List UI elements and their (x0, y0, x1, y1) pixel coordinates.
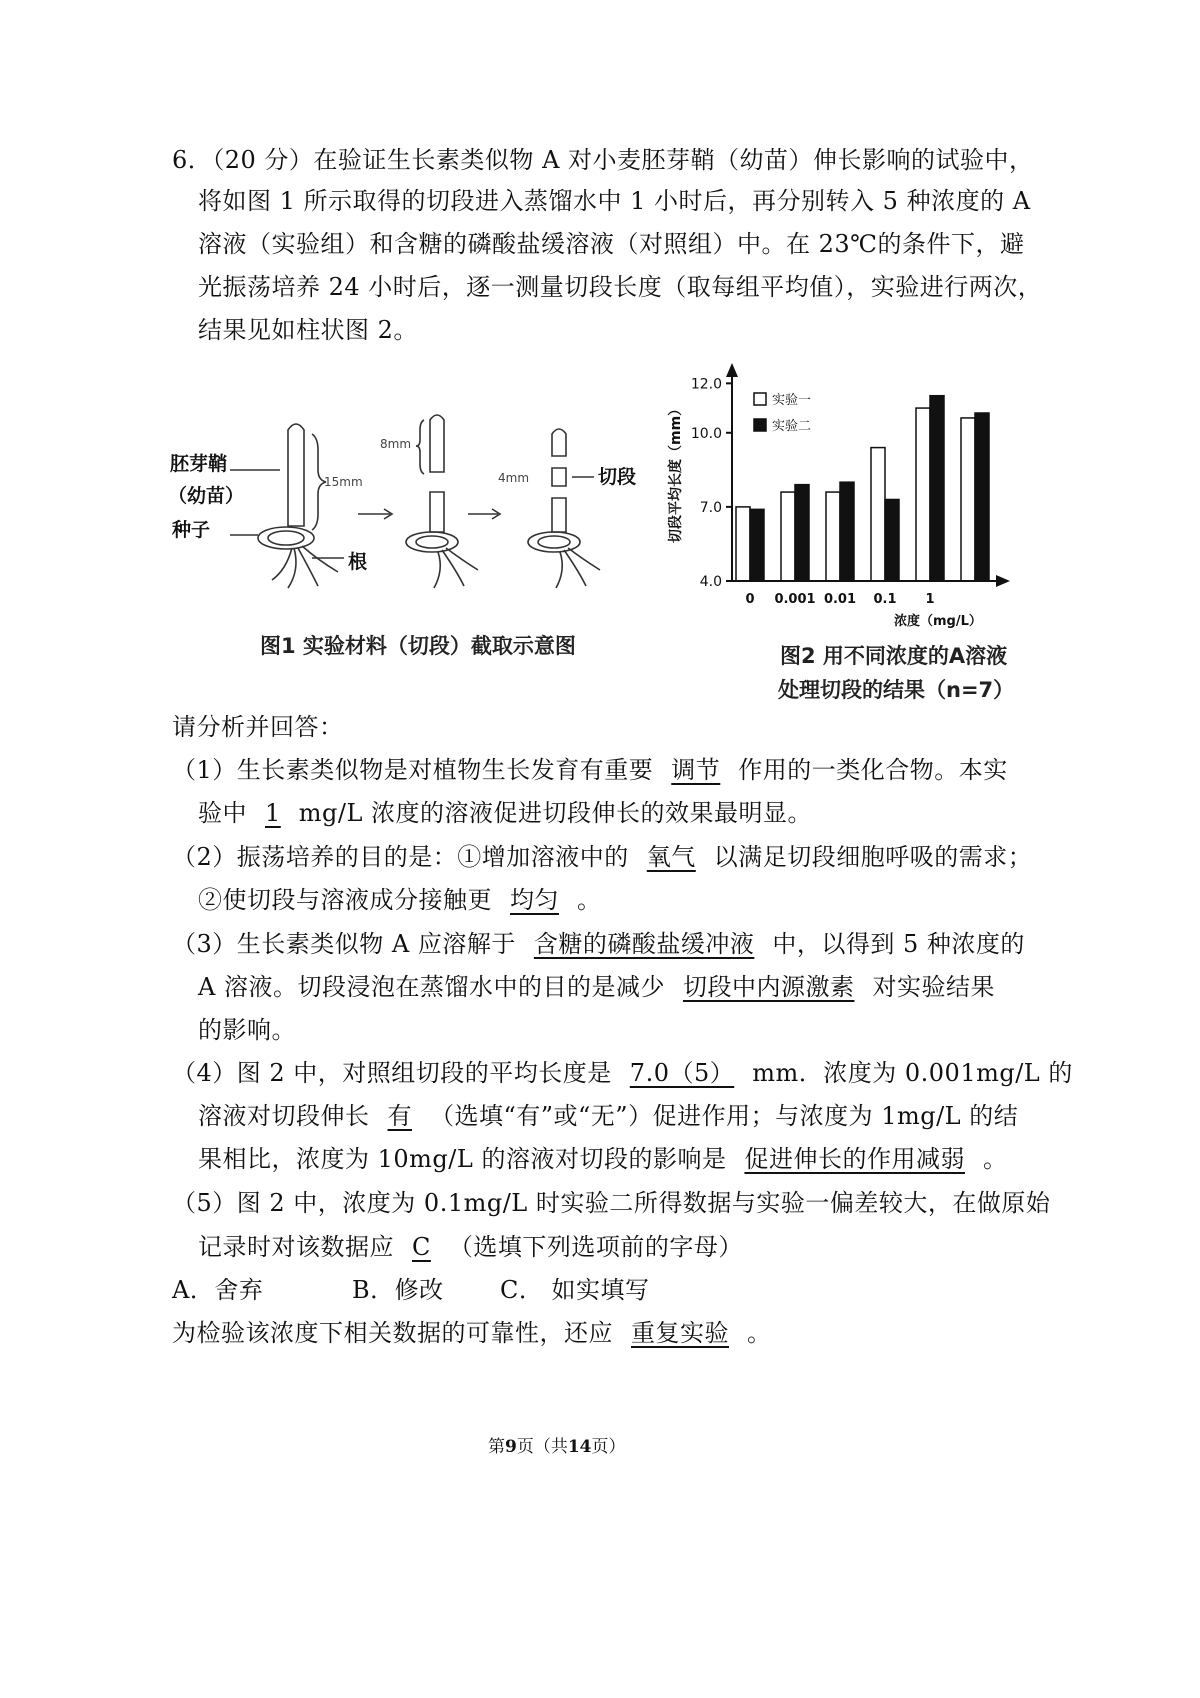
q5-text-b: 记录时对该数据应 (198, 1233, 394, 1261)
q4-text-b: mm．浓度为 0.001mg/L 的 (752, 1059, 1073, 1087)
q2-line-1 (172, 842, 1032, 872)
q2-text-d: 。 (577, 886, 602, 914)
bar-series-2-cat-2 (840, 482, 854, 581)
figure-1-label-seed: 种子 (172, 519, 211, 541)
figure-1-label-4mm: 4mm (498, 471, 530, 485)
question-line-1: 6．（20 分）在验证生长素类似物 A 对小麦胚芽鞘（幼苗）伸长影响的试验中， (172, 146, 1034, 174)
q5-text-e: 。 (747, 1319, 772, 1347)
footer-page-number: 9 (505, 1437, 517, 1457)
q4-answer-2: 有 (387, 1102, 412, 1130)
x-tick-label: 0.001 (774, 592, 816, 607)
q5-text-d: 为检验该浓度下相关数据的可靠性，还应 (172, 1319, 613, 1347)
q5-answer-1: C (412, 1233, 431, 1261)
q1-text-d: mg/L 浓度的溶液促进切段伸长的效果最明显。 (298, 799, 813, 827)
bar-series-2-cat-4 (930, 396, 944, 581)
question-line-4: 光振荡培养 24 小时后，逐一测量切段长度（取每组平均值），实验进行两次， (198, 273, 1043, 301)
bar-series-2-cat-1 (795, 485, 809, 581)
q1-answer-1: 调节 (671, 756, 721, 784)
q1-text-c: 验中 (198, 799, 247, 827)
bar-series-1-cat-5 (961, 418, 975, 581)
q3-text-b: 中，以得到 5 种浓度的 (772, 930, 1025, 958)
bar-series-1-cat-4 (916, 408, 930, 581)
q3-text-c: A 溶液。切段浸泡在蒸馏水中的目的是减少 (198, 973, 665, 1001)
q1-line-1 (172, 755, 1008, 785)
chart-legend (754, 393, 811, 434)
bar-series-1-cat-0 (736, 507, 750, 581)
bar-series-2-cat-3 (885, 499, 899, 581)
page-footer (488, 1432, 626, 1457)
legend-swatch-series-1 (754, 393, 766, 405)
q5-line-3 (172, 1318, 772, 1348)
chart-y-axis-title: 切段平均长度（mm） (668, 401, 684, 543)
x-tick-label: 1 (925, 592, 935, 607)
q4-answer-3: 促进伸长的作用减弱 (744, 1145, 965, 1173)
option-c: C． 如实填写 (500, 1276, 650, 1304)
figure-1-label-segment: 切段 (598, 466, 637, 488)
q3-text-d: 对实验结果 (872, 973, 995, 1001)
figure-2-caption-line-2: 处理切段的结果（n=7） (778, 678, 1015, 702)
q3-text-a: （3）生长素类似物 A 应溶解于 (172, 930, 516, 958)
q2-line-2 (198, 885, 602, 915)
legend-label-series-1: 实验一 (772, 393, 812, 408)
q2-text-a: （2）振荡培养的目的是：①增加溶液中的 (172, 843, 629, 871)
x-tick-label: 0.1 (873, 592, 897, 607)
figure-1-label-15mm: 15mm (324, 475, 363, 489)
figure-1-label-coleoptile: 胚芽鞘 (170, 453, 228, 475)
footer-total-pages: 14 (567, 1437, 592, 1457)
q3-line-3: 的影响。 (198, 1016, 296, 1044)
legend-swatch-series-2 (754, 419, 766, 431)
footer-prefix: 第 (488, 1437, 505, 1457)
option-b: B．修改 (352, 1276, 444, 1304)
q5-text-c: （选填下列选项前的字母） (448, 1233, 743, 1261)
q3-answer-1: 含糖的磷酸盐缓冲液 (533, 930, 755, 958)
chart-x-axis-title: 浓度（mg/L） (894, 614, 982, 629)
q4-line-3 (198, 1144, 1007, 1174)
footer-mid: 页（共 (516, 1437, 568, 1457)
figure-1-diagram (168, 410, 648, 650)
q4-text-d: （选填“有”或“无”）促进作用；与浓度为 1mg/L 的结 (430, 1102, 1019, 1130)
q2-text-b: 以满足切段细胞呼吸的需求； (713, 843, 1033, 871)
y-tick-label: 12.0 (690, 376, 722, 393)
figure-1-label-8mm: 8mm (380, 437, 412, 451)
q1-text-b: 作用的一类化合物。本实 (738, 756, 1008, 784)
q3-answer-2: 切段中内源激素 (682, 973, 855, 1001)
question-line-5: 结果见如柱状图 2。 (198, 316, 418, 344)
y-tick-label: 7.0 (699, 499, 722, 516)
y-tick-label: 4.0 (699, 574, 722, 590)
q5-line-2 (198, 1232, 743, 1262)
q2-text-c: ②使切段与溶液成分接触更 (198, 886, 492, 914)
answers-prompt: 请分析并回答： (172, 713, 344, 741)
q1-line-2 (198, 798, 812, 828)
q1-answer-2: 1 (265, 799, 281, 827)
y-tick-label: 10.0 (690, 425, 722, 442)
q2-answer-1: 氧气 (646, 843, 696, 871)
q4-line-1 (172, 1058, 1073, 1088)
q3-line-2 (198, 972, 995, 1002)
q5-answer-2: 重复实验 (631, 1319, 729, 1347)
x-tick-label: 0.01 (823, 592, 857, 607)
bar-series-1-cat-3 (871, 448, 885, 581)
bar-series-2-cat-5 (975, 413, 989, 581)
footer-suffix: 页） (591, 1437, 626, 1457)
q4-text-e: 果相比，浓度为 10mg/L 的溶液对切段的影响是 (198, 1145, 727, 1173)
figure-2-chart (658, 353, 1038, 653)
q1-text-a: （1）生长素类似物是对植物生长发育有重要 (172, 756, 654, 784)
q4-line-2 (198, 1101, 1018, 1131)
question-line-3: 溶液（实验组）和含糖的磷酸盐缓溶液（对照组）中。在 23℃的条件下，避 (198, 230, 1025, 258)
bar-series-1-cat-2 (826, 492, 840, 581)
q4-text-f: 。 (982, 1145, 1008, 1173)
figure-1-caption: 图1 实验材料（切段）截取示意图 (260, 634, 576, 658)
q4-text-a: （4）图 2 中，对照组切段的平均长度是 (172, 1059, 612, 1087)
question-line-2: 将如图 1 所示取得的切段进入蒸馏水中 1 小时后，再分别转入 5 种浓度的 A (198, 187, 1031, 215)
bar-series-1-cat-1 (781, 492, 795, 581)
figure-2-caption-line-1: 图2 用不同浓度的A溶液 (780, 644, 1008, 668)
bar-series-2-cat-0 (750, 509, 764, 581)
q3-line-1 (172, 929, 1025, 959)
q4-answer-1: 7.0（5） (629, 1059, 735, 1087)
figure-1-label-seedling: （幼苗） (168, 485, 245, 507)
q2-answer-2: 均匀 (510, 886, 559, 914)
x-tick-label: 0 (745, 592, 755, 607)
figure-1-label-root: 根 (348, 551, 368, 573)
option-a: A．舍弃 (172, 1276, 264, 1304)
q5-line-1: （5）图 2 中，浓度为 0.1mg/L 时实验二所得数据与实验一偏差较大，在做原始 (172, 1189, 1051, 1217)
legend-label-series-2: 实验二 (772, 419, 812, 434)
q4-text-c: 溶液对切段伸长 (198, 1102, 370, 1130)
